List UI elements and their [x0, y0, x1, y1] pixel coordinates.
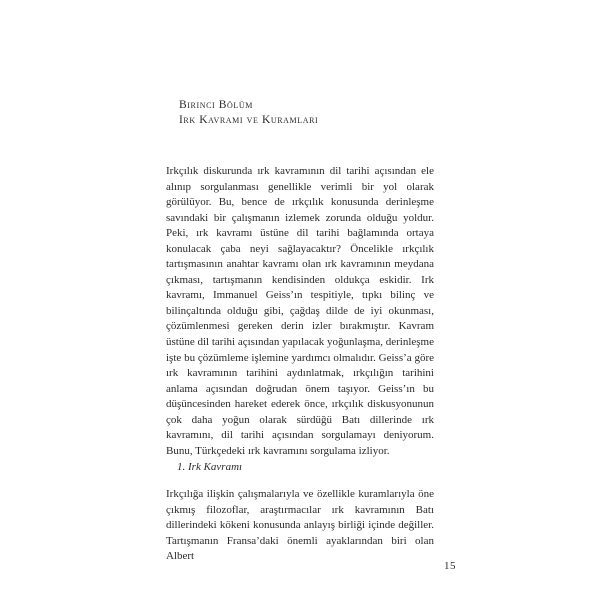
section-heading: 1. Irk Kavramı — [177, 461, 243, 473]
page-number: 15 — [444, 560, 456, 572]
section-paragraph: Irkçılığa ilişkin çalışmalarıyla ve özellikle kuramlarıyla öne çıkmış filozoflar, araştırmacılar ırk kavramının Batı dillerindeki kökeni konusunda anlayış birliği içinde değiller. Tartışmanın Fransa’daki önemli ayaklarından biri olan Albert — [166, 488, 434, 563]
chapter-label: Birinci Bölüm — [179, 99, 254, 111]
intro-paragraph: Irkçılık diskurunda ırk kavramının dil tarihi açısından ele alınıp sorgulanması genellikle verimli bir yol olarak görülüyor. Bu, bence de ırkçılık konusunda derinleşme savındaki bir çalışmanın izlemek zorunda olduğu yoldur. Peki, ırk kavramı üstüne dil tarihi bağlamında ortaya konulacak çaba neyi sağlayacaktır? Öncelikle ırkçılık tartışmasının anahtar kavramı olan ırk kavramının meydana çıkması, tartışmanın kendisinden oldukça eskidir. Irk kavramı, Immanuel Geiss’ın tespitiyle, tıpkı bilinç ve bilinçaltında olduğu gibi, çağdaş dilde de iyi okunması, çözümlenmesi gereken derin izler bırakmıştır. Kavram üstüne dil tarihi açısından yapılacak yoğunlaşma, derinleşme işte bu çözümleme işlemine yardımcı olmalıdır. Geiss’a göre ırk kavramının tarihini aydınlatmak, ırkçılığın tarihini anlama açısından doğrudan önem taşıyor. Geiss’ın bu düşüncesinden hareket ederek önce, ırkçılık diskusyonunun çok daha yoğun olarak sürdüğü Batı dillerinde ırk kavramını, dil tarihi açısından sorgulamayı deniyorum. Bunu, Türkçedeki ırk kavramını sorgulama izliyor. — [166, 165, 434, 457]
chapter-title: Irk Kavramı ve Kuramları — [179, 114, 319, 126]
